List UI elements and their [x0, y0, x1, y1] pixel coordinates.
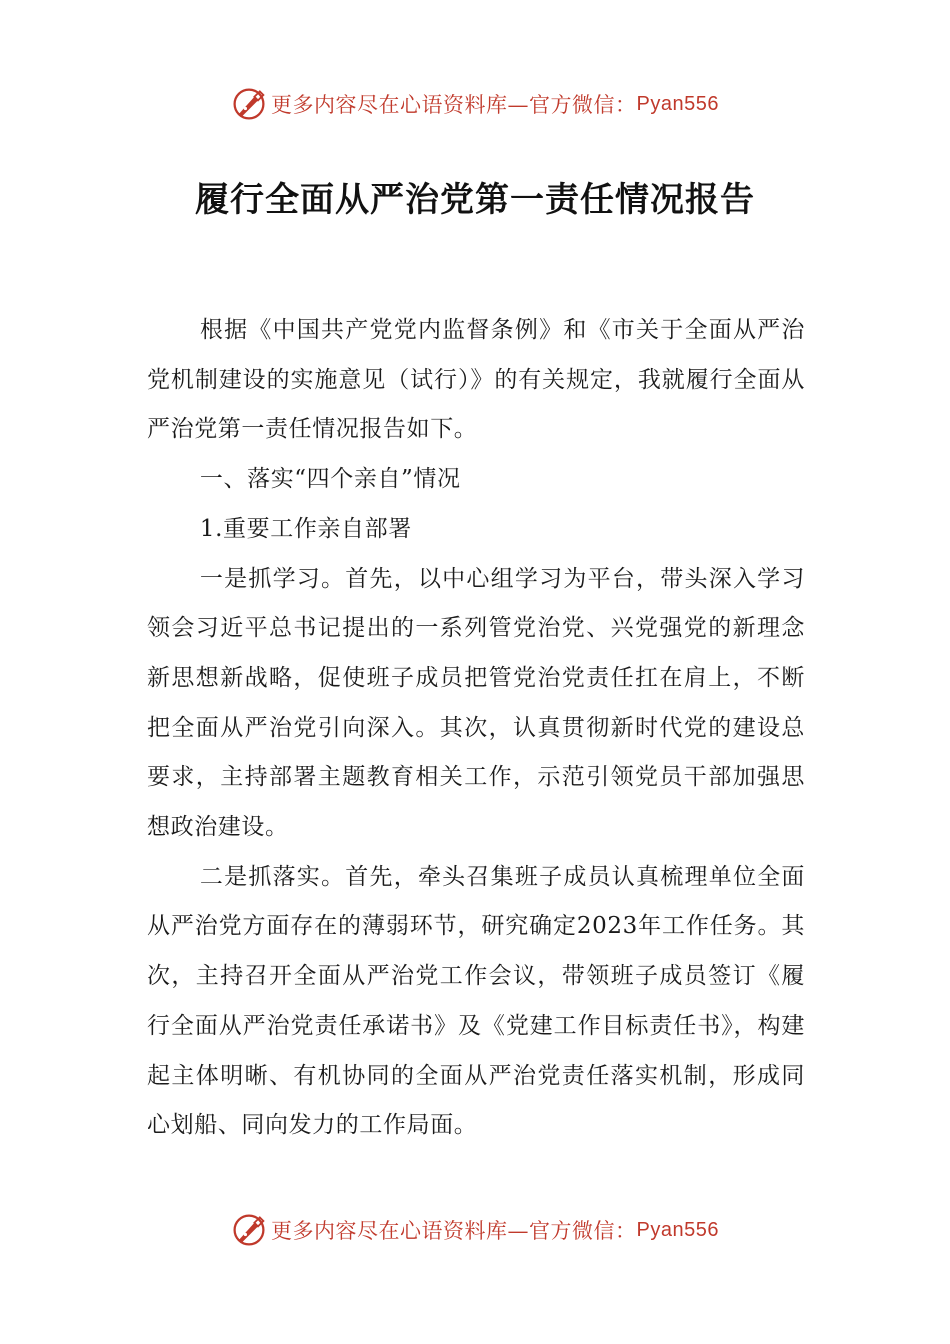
paragraph-intro: 根据《中国共产党党内监督条例》和《市关于全面从严治党机制建设的实施意见（试行）》的有关规定，我就履行全面从严治党第一责任情况报告如下。: [147, 317, 805, 443]
paragraph-study: 一是抓学习。首先，以中心组学习为平台，带头深入学习领会习近平总书记提出的一系列管党治党、兴党强党的新理念新思想新战略，促使班子成员把管党治党责任扛在肩上，不断把全面从严治党引向深入。其次，认真贯彻新时代党的建设总要求，主持部署主题教育相关工作，示范引领党员干部加强思想政治建设。: [147, 565, 805, 841]
document-title: 履行全面从严治党第一责任情况报告: [195, 180, 755, 220]
section-heading: 一、落实“四个亲自”情况: [199, 466, 461, 493]
footer-watermark-banner: [0, 1210, 950, 1250]
pen-nib-logo-icon: [231, 86, 267, 122]
document-body: [147, 306, 805, 1151]
subsection-heading: 1.重要工作亲自部署: [199, 515, 412, 542]
banner-text: 更多内容尽在心语资料库—官方微信：: [271, 93, 637, 117]
banner-wechat-id: Pyan556: [636, 1218, 719, 1241]
paragraph-implementation: 二是抓落实。首先，牵头召集班子成员认真梳理单位全面从严治党方面存在的薄弱环节，研究确定2023年工作任务。其次，主持召开全面从严治党工作会议，带领班子成员签订《履行全面从严治党责任承诺书》及《党建工作目标责任书》，构建起主体明晰、有机协同的全面从严治党责任落实机制，形成同心划船、同向发力的工作局面。: [147, 863, 805, 1139]
pen-nib-logo-icon: [231, 1212, 267, 1248]
banner-text: 更多内容尽在心语资料库—官方微信：: [271, 1219, 637, 1243]
banner-wechat-id: Pyan556: [636, 92, 719, 115]
header-watermark-banner: [0, 84, 950, 124]
